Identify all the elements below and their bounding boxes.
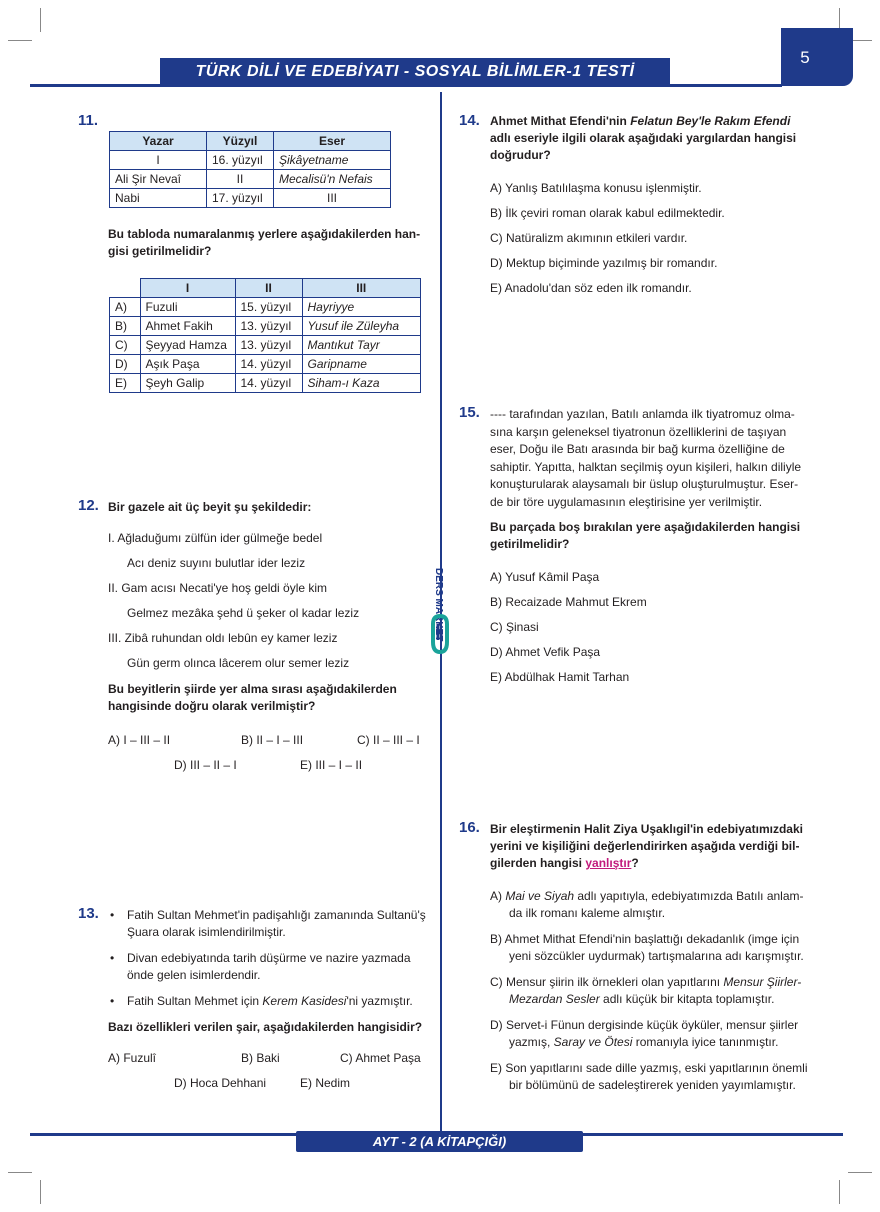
passage-line: sahiptir. Yapıtta, halktan seçilmiş oyun kişileri, halkın diliyle (490, 459, 802, 474)
crop-mark (848, 1172, 872, 1173)
emphasis-word: yanlıştır (585, 856, 632, 870)
option-letter: D) (110, 355, 141, 374)
table-header: Yazar (110, 132, 207, 151)
table-corner (110, 279, 141, 298)
passage-line: konuşturularak alaysamalı bir üslup oluşturulmuştur. Eser- (490, 477, 799, 491)
answer-option[interactable]: A) I – III – II (108, 733, 171, 747)
bullet-text: Fatih Sultan Mehmet'in padişahlığı zamanında Sultanü'ş (127, 908, 426, 922)
logo-text: DERS MARKET (433, 568, 444, 642)
table-cell: II (207, 170, 274, 189)
question-stem: getirilmelidir? (490, 537, 570, 551)
table-cell: Mantıkut Tayr (302, 336, 421, 355)
table-cell: Hayriyye (302, 298, 421, 317)
answer-row[interactable] (110, 298, 421, 317)
bullet-text: Fatih Sultan Mehmet için Kerem Kasidesi'ni yazmıştır. (127, 994, 413, 1008)
answer-option[interactable]: D) Hoca Dehhani (174, 1076, 267, 1090)
table-cell: Ali Şir Nevaî (110, 170, 207, 189)
question-stem: hangisinde doğru olarak verilmiştir? (108, 699, 316, 713)
bullet-text: Divan edebiyatında tarih düşürme ve nazire yazmada (127, 951, 411, 965)
answer-option[interactable]: D) Ahmet Vefik Paşa (490, 645, 601, 659)
footer-title: AYT - 2 (A KİTAPÇIĞI) (372, 1134, 507, 1149)
bullet-icon: • (110, 951, 115, 965)
question-stem: Ahmet Mithat Efendi'nin Felatun Bey'le Rakım Efendi (490, 114, 791, 128)
answer-option[interactable]: E) Abdülhak Hamit Tarhan (490, 670, 630, 684)
answer-option-continued: yazmış, Saray ve Ötesi romanıyla iyice tanınmıştır. (509, 1035, 779, 1049)
question-number: 16. (459, 819, 480, 836)
table-cell: 14. yüzyıl (235, 374, 302, 393)
answer-option[interactable]: B) Recaizade Mahmut Ekrem (490, 595, 647, 609)
q11-answer-table (109, 278, 421, 393)
passage-line: sına karşın geleneksel tiyatronun özelliklerini de taşıyan (490, 424, 787, 439)
table-cell: Şeyyad Hamza (140, 336, 235, 355)
bullet-icon: • (110, 908, 115, 922)
answer-option[interactable]: B) İlk çeviri roman olarak kabul edilmektedir. (490, 206, 725, 220)
table-header: Eser (274, 132, 391, 151)
table-header: I (140, 279, 235, 298)
page-number: 5 (800, 48, 810, 67)
table-cell: Nabi (110, 189, 207, 208)
table-cell: Siham-ı Kaza (302, 374, 421, 393)
answer-option[interactable]: B) Baki (241, 1051, 280, 1065)
option-letter: C) (110, 336, 141, 355)
header-title: TÜRK DİLİ VE EDEBİYATI - SOSYAL BİLİMLER-1 TESTİ (195, 63, 635, 80)
answer-row[interactable] (110, 336, 421, 355)
answer-option[interactable]: C) Natüralizm akımının etkileri vardır. (490, 231, 688, 245)
answer-row[interactable] (110, 374, 421, 393)
answer-option[interactable]: A) Mai ve Siyah adlı yapıtıyla, edebiyatımızda Batılı anlam- (490, 889, 804, 903)
table-cell: III (274, 189, 391, 208)
table-cell: 13. yüzyıl (235, 317, 302, 336)
passage-line: ---- tarafından yazılan, Batılı anlamda ilk tiyatromuz olma- (490, 407, 795, 421)
answer-option-continued: bir bölümünü de sadeleştirerek yeniden yayımlamıştır. (509, 1078, 796, 1092)
bullet-icon: • (110, 994, 115, 1008)
verse-line: Gelmez mezâka şehd ü şeker ol kadar leziz (127, 606, 360, 620)
answer-option[interactable]: E) III – I – II (300, 758, 363, 772)
table-cell: Yusuf ile Züleyha (302, 317, 421, 336)
verse-line: II. Gam acısı Necati'ye hoş geldi öyle kim (108, 581, 328, 595)
answer-option[interactable]: D) Servet-i Fünun dergisinde küçük öyküler, mensur şiirler (490, 1018, 799, 1032)
answer-option[interactable]: E) Anadolu'dan söz eden ilk romandır. (490, 281, 692, 295)
option-letter: B) (110, 317, 141, 336)
answer-option[interactable]: B) II – I – III (241, 733, 304, 747)
question-stem: Bazı özellikleri verilen şair, aşağıdakilerden hangisidir? (108, 1020, 423, 1034)
verse-line: Gün germ olınca lâcerem olur semer leziz (127, 656, 350, 670)
table-header: Yüzyıl (207, 132, 274, 151)
answer-option[interactable]: E) Son yapıtlarını sade dille yazmış, eski yapıtlarının önemli (490, 1061, 808, 1075)
table-cell: Fuzuli (140, 298, 235, 317)
table-cell: 13. yüzyıl (235, 336, 302, 355)
table-cell: 15. yüzyıl (235, 298, 302, 317)
answer-option[interactable]: C) Ahmet Paşa (340, 1051, 421, 1065)
question-stem: Bu tabloda numaralanmış yerlere aşağıdakilerden han- (108, 227, 421, 241)
answer-option[interactable]: D) III – II – I (174, 758, 237, 772)
answer-option-continued: da ilk romanı kaleme almıştır. (509, 906, 666, 920)
verse-line: I. Ağladuğumı zülfün ider gülmeğe bedel (108, 531, 323, 545)
question-stem: gilerden hangisi yanlıştır? (490, 856, 639, 870)
option-letter: E) (110, 374, 141, 393)
table-cell: Aşık Paşa (140, 355, 235, 374)
answer-option[interactable]: C) II – III – I (357, 733, 420, 747)
table-cell: 14. yüzyıl (235, 355, 302, 374)
question-stem: Bu beyitlerin şiirde yer alma sırası aşağıdakilerden (108, 682, 397, 696)
table-cell: Şeyh Galip (140, 374, 235, 393)
crop-mark (8, 1172, 32, 1173)
bullet-text: Şuara olarak isimlendirilmiştir. (127, 925, 286, 939)
ders-market-logo (427, 566, 453, 656)
table-header: II (235, 279, 302, 298)
question-stem: Bu parçada boş bırakılan yere aşağıdakilerden hangisi (490, 520, 801, 534)
question-number: 14. (459, 112, 480, 129)
question-stem: yerini ve kişiliğini değerlendirirken aşağıda verdiği bil- (490, 839, 800, 853)
question-number: 13. (78, 905, 99, 922)
answer-option-continued: Mezardan Sesler adlı küçük bir kitapta toplamıştır. (509, 992, 775, 1006)
crop-mark (40, 1180, 41, 1204)
table-cell: 17. yüzyıl (207, 189, 274, 208)
answer-row[interactable] (110, 355, 421, 374)
passage-line: de bir töre uygulamasının eleştirisine yer verilmiştir. (490, 494, 763, 509)
question-stem: Bir eleştirmenin Halit Ziya Uşaklıgil'in edebiyatımızdaki (490, 822, 803, 836)
question-stem: gisi getirilmelidir? (108, 244, 212, 258)
question-number: 11. (78, 112, 99, 129)
table-cell: Mecalisü'n Nefais (274, 170, 391, 189)
verse-line: III. Zibâ ruhundan oldı lebûn ey kamer leziz (108, 631, 338, 645)
answer-option[interactable]: C) Şinasi (490, 620, 539, 634)
answer-option[interactable]: B) Ahmet Mithat Efendi'nin başlattığı dekadanlık (imge için (490, 932, 800, 946)
table-cell: Ahmet Fakih (140, 317, 235, 336)
crop-mark (40, 8, 41, 32)
answer-option[interactable]: A) Yusuf Kâmil Paşa (490, 570, 600, 584)
table-cell: Şikâyetname (274, 151, 391, 170)
answer-option-continued: yeni sözcükler uydurmak) tartışmalarına adı karışmıştır. (509, 949, 804, 963)
verse-line: Acı deniz suyını bulutlar ider leziz (127, 556, 306, 570)
answer-option[interactable]: A) Yanlış Batılılaşma konusu işlenmiştir. (490, 181, 702, 195)
answer-option[interactable]: D) Mektup biçiminde yazılmış bir romandır. (490, 256, 718, 270)
question-stem: Bir gazele ait üç beyit şu şekildedir: (108, 500, 312, 514)
answer-row[interactable] (110, 317, 421, 336)
option-letter: A) (110, 298, 141, 317)
q11-author-table (109, 131, 391, 208)
crop-mark (8, 40, 32, 41)
answer-option[interactable]: A) Fuzulî (108, 1051, 157, 1065)
question-number: 12. (78, 497, 99, 514)
question-number: 15. (459, 404, 480, 421)
bullet-text: önde gelen isimlerdendir. (127, 968, 261, 982)
answer-option[interactable]: C) Mensur şiirin ilk örnekleri olan yapıtlarını Mensur Şiirler- (490, 975, 802, 989)
question-stem: doğrudur? (490, 148, 551, 162)
table-cell: Garipname (302, 355, 421, 374)
question-stem: adlı eseriyle ilgili olarak aşağıdaki yargılardan hangisi (490, 131, 797, 145)
answer-option[interactable]: E) Nedim (300, 1076, 351, 1090)
crop-mark (839, 1180, 840, 1204)
table-header: III (302, 279, 421, 298)
table-cell: I (110, 151, 207, 170)
table-cell: 16. yüzyıl (207, 151, 274, 170)
passage-line: eser, Doğu ile Batı arasında bir bağ kurma özelliğine de (490, 442, 785, 456)
